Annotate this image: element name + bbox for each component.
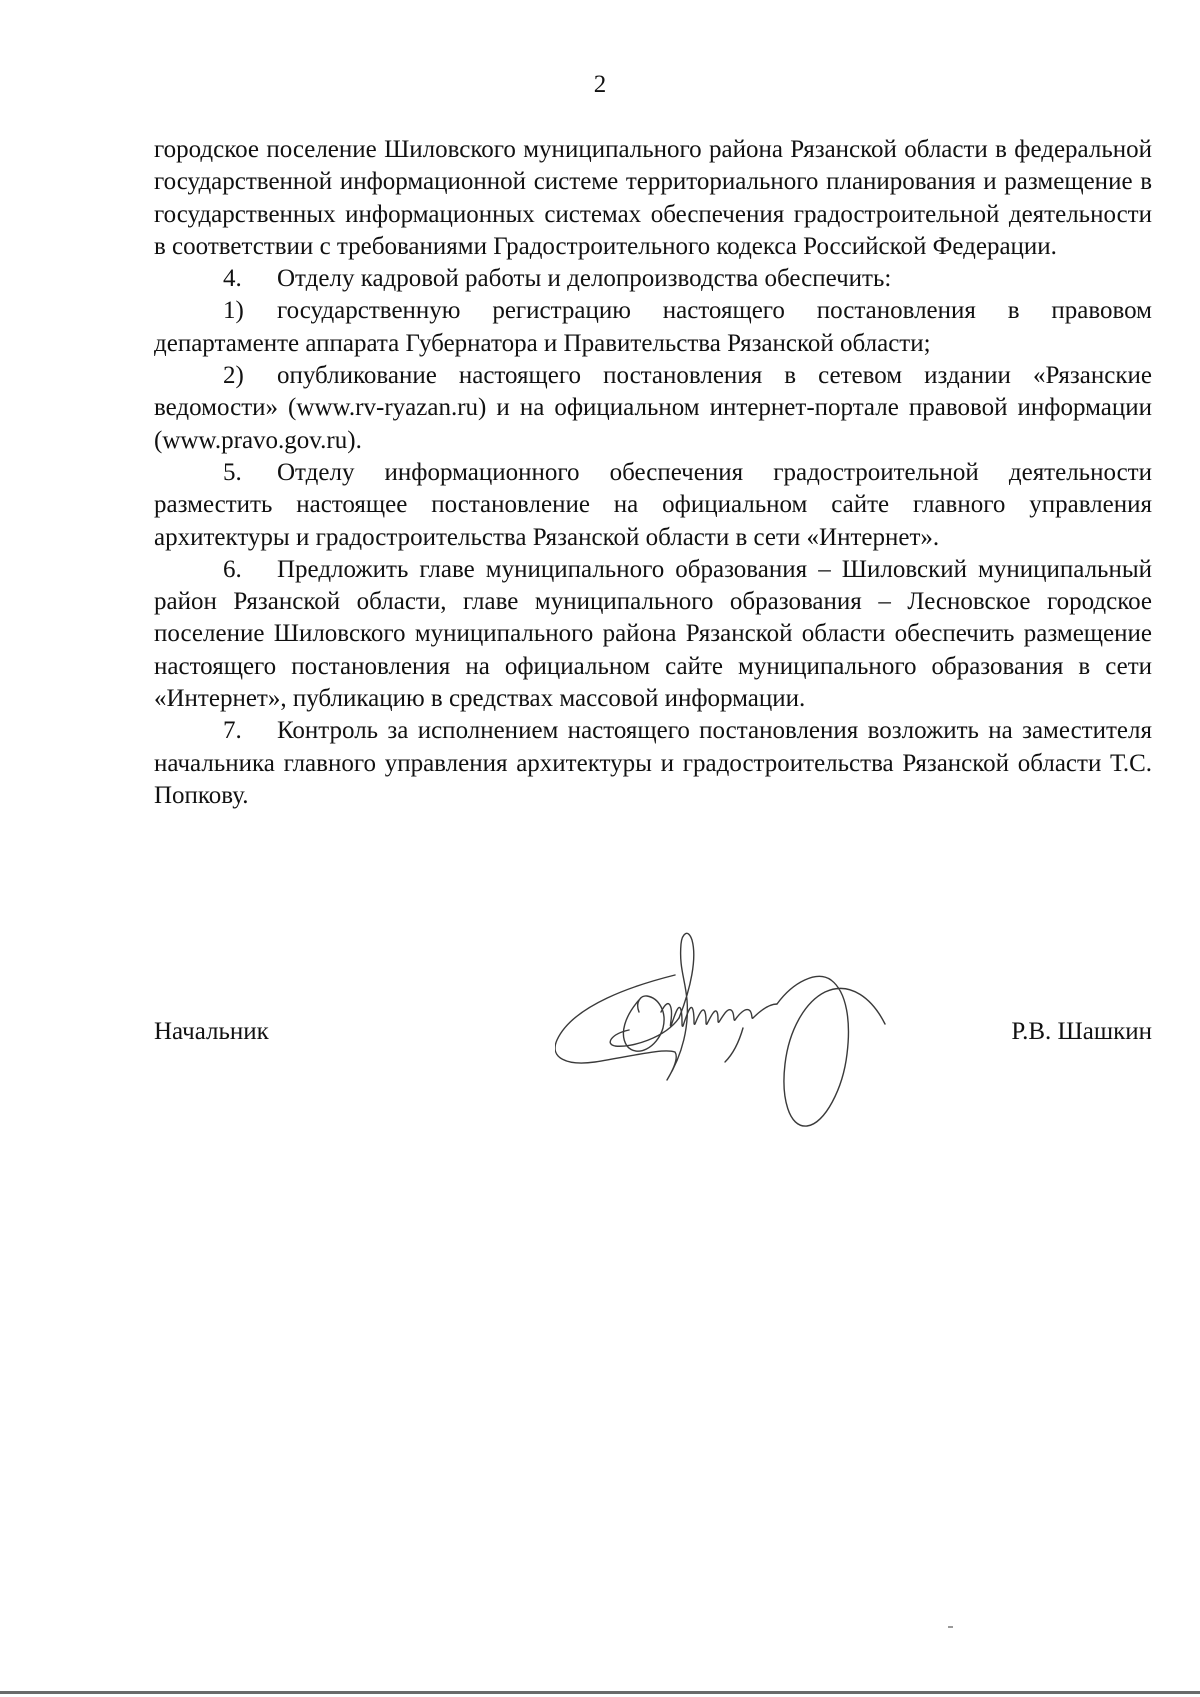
paragraph-text: городское поселение Шиловского муниципального района Рязанской области в федеральной государственной информационной системе территориального планирования и размещение в государственных информационных системах обеспечения градостроительной деятельности в соответствии с требованиями Градостроительного кодекса Российской Федерации. <box>154 136 1152 260</box>
item-number: 2) <box>223 362 244 390</box>
item-number: 7. <box>223 717 242 745</box>
document-body <box>154 134 1152 812</box>
paragraph-item-4 <box>154 263 1152 295</box>
signer-name: Р.В. Шашкин <box>1011 1018 1152 1045</box>
paragraph-text: опубликование настоящего постановления в сетевом издании «Рязанские ведомости» (www.rv-ryazan.ru) и на официальном интернет-портале правовой информации (www.pravo.gov.ru). <box>154 362 1152 454</box>
page-number: 2 <box>593 71 607 98</box>
paragraph-item-6 <box>154 554 1152 715</box>
paragraph-subitem-1 <box>154 295 1152 360</box>
scan-bottom-edge <box>0 1691 1200 1694</box>
signer-position: Начальник <box>154 1018 269 1045</box>
paragraph-text: Отделу информационного обеспечения градостроительной деятельности разместить настоящее постановление на официальном сайте главного управления архитектуры и градостроительства Рязанской области в сети «Интернет». <box>154 458 1152 551</box>
paragraph-subitem-2 <box>154 360 1152 457</box>
paragraph-text: Предложить главе муниципального образования – Шиловский муниципальный район Рязанской области, главе муниципального образования – Лесновское городское поселение Шиловского муниципального района Рязанской области обеспечить размещение настоящего постановления на официальном сайте муниципального образования в сети «Интернет», публикацию в средствах массовой информации. <box>154 555 1152 713</box>
item-number: 1) <box>223 297 244 325</box>
item-number: 5. <box>223 458 242 486</box>
paragraph-item-7 <box>154 715 1152 812</box>
item-number: 6. <box>223 555 242 583</box>
signature-block <box>154 1016 1152 1052</box>
item-number: 4. <box>223 265 242 293</box>
paragraph-item-5 <box>154 457 1152 554</box>
paragraph-continuation <box>154 134 1152 263</box>
paragraph-text: Отделу кадровой работы и делопроизводства обеспечить: <box>277 265 892 293</box>
paragraph-text: Контроль за исполнением настоящего постановления возложить на заместителя начальника главного управления архитектуры и градостроительства Рязанской области Т.С. Попкову. <box>154 717 1152 809</box>
paragraph-text: государственную регистрацию настоящего постановления в правовом департаменте аппарата Губернатора и Правительства Рязанской области; <box>154 297 1152 357</box>
scan-speck <box>948 1626 953 1628</box>
